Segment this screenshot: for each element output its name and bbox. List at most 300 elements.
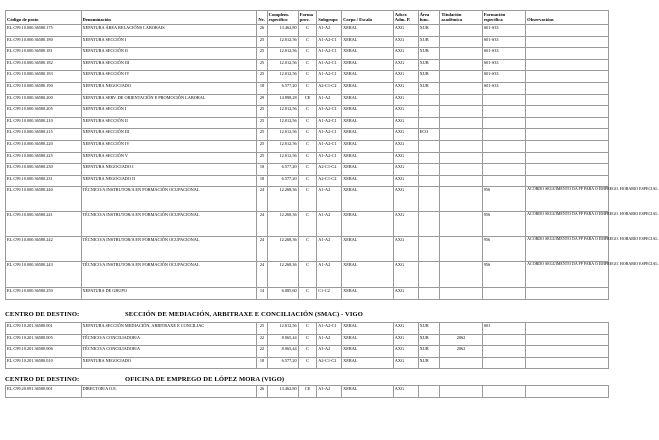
cell-training [482, 357, 525, 369]
cell-name: XEFATURA NEGOCIADO II [81, 175, 257, 187]
cell-name: XEFATURA SECCIÓN I [81, 106, 257, 118]
cell-code: EL.C99.10.000.36580.210 [6, 117, 82, 129]
cell-complement: 14.898,28 [267, 94, 298, 106]
cell-complement: 12.012,56 [267, 36, 298, 48]
cell-observations [526, 117, 609, 129]
cell-complement: 13.462,80 [267, 25, 298, 37]
cell-corps: XERAL [342, 129, 394, 141]
cell-observations [526, 36, 609, 48]
cell-area [418, 237, 440, 262]
cell-training: S01-S33 [482, 25, 525, 37]
cell-corps: XERAL [342, 152, 394, 164]
cell-degree: 2062 [440, 346, 482, 358]
table-row [6, 237, 609, 262]
cell-subgroup: A2-C1-C2 [317, 175, 342, 187]
table-row [6, 48, 609, 60]
cell-level: 22 [257, 334, 267, 346]
cell-complement: 8.065,44 [267, 346, 298, 358]
cell-level: 24 [257, 187, 267, 212]
cell-name: XEFATURA SECCIÓN II [81, 117, 257, 129]
cell-subgroup: A1-A2-C1 [317, 106, 342, 118]
cell-form: CE [298, 386, 317, 398]
cell-form: C [298, 71, 317, 83]
cell-subgroup: A1-A2-C1 [317, 323, 342, 335]
cell-code: EL.C99.10.000.36580.220 [6, 140, 82, 152]
cell-corps: XERAL [342, 346, 394, 358]
cell-degree [440, 288, 482, 300]
cell-area: XUR [418, 48, 440, 60]
cell-area: XUR [418, 323, 440, 335]
cell-observations [526, 334, 609, 346]
cell-area: XUR [418, 71, 440, 83]
table-row [6, 152, 609, 164]
cell-code: EL.C99.10.000.36580.183 [6, 71, 82, 83]
cell-adscr: AXG [393, 106, 418, 118]
cell-subgroup: A1-A2-C1 [317, 36, 342, 48]
cell-level: 25 [257, 36, 267, 48]
cell-level: 18 [257, 164, 267, 176]
cell-form: C [298, 36, 317, 48]
cell-corps: XERAL [342, 106, 394, 118]
cell-observations: ACORDO SEGUIMENTO DA FP PARA O EMPREGO. HORARIO ESPECIAL. [526, 212, 609, 237]
cell-training: 956 [482, 262, 525, 288]
cell-adscr: AXG [393, 237, 418, 262]
cell-training: 956 [482, 212, 525, 237]
cell-complement: 12.268,36 [267, 237, 298, 262]
cell-level: 26 [257, 25, 267, 37]
cell-adscr: AXG [393, 357, 418, 369]
cell-degree [440, 164, 482, 176]
table-row [6, 346, 609, 358]
cell-area [418, 140, 440, 152]
cell-form: C [298, 48, 317, 60]
cell-level: 29 [257, 94, 267, 106]
cell-adscr: AXG [393, 334, 418, 346]
table-row [6, 117, 609, 129]
cell-form: C [298, 175, 317, 187]
cell-complement: 12.012,56 [267, 59, 298, 71]
cell-adscr: AXG [393, 140, 418, 152]
cell-training: S01-S33 [482, 71, 525, 83]
table-row [6, 175, 609, 187]
cell-complement: 6.085,60 [267, 288, 298, 300]
cell-training [482, 140, 525, 152]
cell-complement: 12.012,56 [267, 140, 298, 152]
cell-name: XEFATURA NEGOCIADO [81, 82, 257, 94]
cell-level: 25 [257, 117, 267, 129]
cell-form: C [298, 262, 317, 288]
cell-level: 25 [257, 152, 267, 164]
cell-area [418, 152, 440, 164]
cell-complement: 12.012,56 [267, 323, 298, 335]
cell-training [482, 334, 525, 346]
cell-observations [526, 48, 609, 60]
cell-training [482, 106, 525, 118]
center-heading-office [5, 376, 284, 383]
table-body [6, 323, 609, 369]
cell-level: 24 [257, 237, 267, 262]
cell-corps: XERAL [342, 164, 394, 176]
cell-name: XEFATURA SECCIÓN III [81, 129, 257, 141]
cell-area [418, 164, 440, 176]
cell-complement: 12.268,36 [267, 212, 298, 237]
cell-code: EL.C99.10.000.36580.241 [6, 212, 82, 237]
cell-form: C [298, 25, 317, 37]
cell-adscr: AXG [393, 129, 418, 141]
cell-area [418, 288, 440, 300]
cell-subgroup: A1-A2-C1 [317, 48, 342, 60]
table-row [6, 25, 609, 37]
cell-corps: XERAL [342, 59, 394, 71]
cell-level: 24 [257, 212, 267, 237]
cell-training [482, 94, 525, 106]
cell-name: XEFATURA SECCIÓN III [81, 59, 257, 71]
cell-area: ECO [418, 129, 440, 141]
table-row [6, 71, 609, 83]
cell-adscr: AXG [393, 71, 418, 83]
cell-code: EL.C99.10.000.36580.200 [6, 94, 82, 106]
cell-adscr: AXG [393, 48, 418, 60]
cell-degree [440, 71, 482, 83]
cell-complement: 8.065,44 [267, 334, 298, 346]
cell-name: TÉCNICO/A INSTRUTOR/A EN FORMACIÓN OCUPACIONAL [81, 212, 257, 237]
cell-observations [526, 323, 609, 335]
table-row [6, 386, 609, 398]
cell-degree [440, 212, 482, 237]
cell-form: C [298, 140, 317, 152]
cell-area [418, 94, 440, 106]
cell-area: XUR [418, 334, 440, 346]
cell-degree [440, 25, 482, 37]
cell-training [482, 117, 525, 129]
cell-form: C [298, 164, 317, 176]
cell-observations [526, 152, 609, 164]
cell-training [482, 288, 525, 300]
cell-subgroup: A1-A2 [317, 212, 342, 237]
cell-code: EL.C99.10.000.36580.230 [6, 164, 82, 176]
cell-corps: XERAL [342, 175, 394, 187]
table-row [6, 323, 609, 335]
cell-subgroup: A1-A2 [317, 94, 342, 106]
cell-form: C [298, 237, 317, 262]
cell-degree [440, 140, 482, 152]
cell-degree [440, 237, 482, 262]
cell-training: S01-S33 [482, 59, 525, 71]
cell-adscr: AXG [393, 175, 418, 187]
cell-level: 25 [257, 59, 267, 71]
cell-form: C [298, 288, 317, 300]
table-row [6, 212, 609, 237]
header-observations: Observacións [526, 11, 609, 25]
cell-name: XEFATURA SERV. DE ORIENTACIÓN E PROMOCIÓN LABORAL [81, 94, 257, 106]
cell-degree [440, 48, 482, 60]
cell-area [418, 386, 440, 398]
cell-name: TÉCNICO/A INSTRUTOR/A EN FORMACIÓN OCUPACIONAL [81, 187, 257, 212]
cell-observations: ACORDO SEGUIMENTO DA FP PARA O EMPREGO. HORARIO ESPECIAL. [526, 237, 609, 262]
cell-code: EL.C99.10.000.36580.205 [6, 106, 82, 118]
cell-form: C [298, 187, 317, 212]
cell-corps: XERAL [342, 288, 394, 300]
cell-form: C [298, 323, 317, 335]
cell-subgroup: A1-A2 [317, 237, 342, 262]
cell-complement: 12.012,56 [267, 152, 298, 164]
cell-complement: 12.012,56 [267, 48, 298, 60]
cell-code: EL.C99.10.000.36580.250 [6, 288, 82, 300]
cell-subgroup: A1-A2 [317, 334, 342, 346]
cell-level: 18 [257, 357, 267, 369]
cell-adscr: AXG [393, 262, 418, 288]
cell-form: C [298, 82, 317, 94]
table-header-row [6, 11, 609, 25]
cell-level: 22 [257, 346, 267, 358]
cell-name: XEFATURA SECCIÓN IV [81, 71, 257, 83]
cell-degree [440, 82, 482, 94]
header-training: Formación específica [482, 11, 525, 25]
cell-form: C [298, 129, 317, 141]
cell-corps: XERAL [342, 117, 394, 129]
cell-degree [440, 262, 482, 288]
table-body [6, 25, 659, 300]
cell-corps: XERAL [342, 262, 394, 288]
cell-training: 956 [482, 187, 525, 212]
cell-area: XUR [418, 82, 440, 94]
cell-form: C [298, 212, 317, 237]
cell-complement: 6.577,20 [267, 164, 298, 176]
cell-complement: 12.012,56 [267, 129, 298, 141]
cell-area [418, 117, 440, 129]
cell-training: S01-S33 [482, 36, 525, 48]
cell-level: 18 [257, 175, 267, 187]
cell-complement: 12.268,36 [267, 262, 298, 288]
cell-complement: 12.268,36 [267, 187, 298, 212]
cell-observations [526, 71, 609, 83]
cell-form: C [298, 59, 317, 71]
cell-observations [526, 357, 609, 369]
cell-adscr: AXG [393, 94, 418, 106]
cell-code: EL.C99.10.000.36580.181 [6, 48, 82, 60]
header-corps: Corpo / Escala [342, 11, 394, 25]
cell-corps: XERAL [342, 323, 394, 335]
cell-subgroup: A2-C1-C2 [317, 357, 342, 369]
cell-degree [440, 59, 482, 71]
center-name: OFICINA DE EMPREGO DE LÓPEZ MORA (VIGO) [125, 376, 285, 383]
cell-subgroup: A1-A2-C1 [317, 117, 342, 129]
cell-name: XEFATURA SECCIÓN MEDIACIÓN, ARBITRAXE E CONCILIAC [81, 323, 257, 335]
cell-complement: 12.012,56 [267, 106, 298, 118]
cell-complement: 6.577,20 [267, 82, 298, 94]
cell-observations: ACORDO SEGUIMENTO DA FP PARA O EMPREGO. HORARIO ESPECIAL. [526, 262, 609, 288]
positions-table-smac [5, 322, 609, 369]
cell-degree [440, 94, 482, 106]
cell-adscr: AXG [393, 288, 418, 300]
table-row [6, 59, 609, 71]
cell-level: 25 [257, 129, 267, 141]
cell-name: XEFATURA SECCIÓN II [81, 48, 257, 60]
cell-observations [526, 175, 609, 187]
cell-subgroup: A1-A2 [317, 386, 342, 398]
cell-code: EL.C99.10.201.36580.006 [6, 346, 82, 358]
cell-subgroup: C1-C2 [317, 288, 342, 300]
cell-adscr: AXG [393, 187, 418, 212]
header-degree: Titulación académica [440, 11, 482, 25]
cell-code: EL.C99.10.201.36580.010 [6, 357, 82, 369]
center-label: CENTRO DE DESTINO: [5, 376, 80, 383]
cell-code: EL.C99.10.000.36580.243 [6, 262, 82, 288]
cell-adscr: AXG [393, 386, 418, 398]
cell-adscr: AXG [393, 25, 418, 37]
cell-corps: XERAL [342, 334, 394, 346]
cell-corps: XERAL [342, 36, 394, 48]
table-row [6, 94, 609, 106]
cell-corps: XERAL [342, 71, 394, 83]
table-row [6, 82, 609, 94]
positions-table-office [5, 385, 609, 398]
center-name: SECCIÓN DE MEDIACIÓN, ARBITRAXE E CONCILIACIÓN (SMAC) - VIGO [125, 311, 363, 318]
cell-level: 25 [257, 140, 267, 152]
cell-area [418, 175, 440, 187]
cell-subgroup: A1-A2 [317, 346, 342, 358]
cell-observations [526, 25, 609, 37]
table-row [6, 140, 609, 152]
table-row [6, 129, 609, 141]
cell-degree [440, 106, 482, 118]
cell-code: EL.C99.10.000.36580.182 [6, 59, 82, 71]
cell-observations [526, 164, 609, 176]
cell-adscr: AXG [393, 212, 418, 237]
cell-code: EL.C99.20.091.36580.001 [6, 386, 82, 398]
positions-table-main [5, 10, 659, 300]
cell-complement: 13.462,80 [267, 386, 298, 398]
cell-code: EL.C99.10.201.36580.005 [6, 334, 82, 346]
cell-form: C [298, 117, 317, 129]
cell-subgroup: A1-A2 [317, 187, 342, 212]
cell-corps: XERAL [342, 237, 394, 262]
cell-name: TÉCNICO/A CONCILIADOR/A [81, 346, 257, 358]
cell-code: EL.C99.10.201.36580.001 [6, 323, 82, 335]
cell-area [418, 212, 440, 237]
cell-degree [440, 187, 482, 212]
cell-name: TÉCNICO/A INSTRUTOR/A EN FORMACIÓN OCUPACIONAL [81, 262, 257, 288]
cell-level: 25 [257, 48, 267, 60]
cell-degree [440, 36, 482, 48]
cell-adscr: AXG [393, 346, 418, 358]
cell-training: S01-S33 [482, 48, 525, 60]
header-complement: Complem. específico [267, 11, 298, 25]
cell-form: CE [298, 94, 317, 106]
cell-subgroup: A1-A2-C1 [317, 129, 342, 141]
cell-corps: XERAL [342, 140, 394, 152]
cell-code: EL.C99.10.000.36580.242 [6, 237, 82, 262]
cell-training [482, 129, 525, 141]
cell-adscr: AXG [393, 82, 418, 94]
cell-code: EL.C99.10.000.36580.175 [6, 25, 82, 37]
cell-name: XEFATURA SECCIÓN I [81, 36, 257, 48]
cell-training: S01 [482, 323, 525, 335]
cell-name: DIRECTOR/A O.E. [81, 386, 257, 398]
cell-corps: XERAL [342, 386, 394, 398]
cell-level: 25 [257, 71, 267, 83]
cell-observations [526, 346, 609, 358]
table-row [6, 187, 609, 212]
cell-degree: 2062 [440, 334, 482, 346]
cell-level: 25 [257, 323, 267, 335]
cell-subgroup: A1-A2-C1 [317, 152, 342, 164]
cell-observations [526, 129, 609, 141]
table-body [6, 386, 609, 398]
cell-code: EL.C99.10.000.36580.180 [6, 36, 82, 48]
header-adscr: Adscr. Adm. P. [393, 11, 418, 25]
center-heading-smac [5, 311, 363, 318]
cell-observations [526, 82, 609, 94]
cell-degree [440, 117, 482, 129]
cell-adscr: AXG [393, 36, 418, 48]
cell-name: XEFATURA NEGOCIADO I [81, 164, 257, 176]
cell-level: 24 [257, 262, 267, 288]
cell-name: XEFATURA NEGOCIADO [81, 357, 257, 369]
header-name: Denominación [81, 11, 257, 25]
cell-form: C [298, 346, 317, 358]
table-row [6, 164, 609, 176]
cell-area [418, 106, 440, 118]
cell-area: XUR [418, 36, 440, 48]
table-row [6, 288, 609, 300]
cell-level: 14 [257, 288, 267, 300]
cell-level: 26 [257, 386, 267, 398]
cell-corps: XERAL [342, 25, 394, 37]
cell-name: XEFATURA DE GRUPO [81, 288, 257, 300]
cell-degree [440, 357, 482, 369]
cell-adscr: AXG [393, 59, 418, 71]
cell-form: C [298, 357, 317, 369]
cell-training [482, 175, 525, 187]
cell-complement: 6.577,20 [267, 357, 298, 369]
cell-corps: XERAL [342, 48, 394, 60]
cell-degree [440, 129, 482, 141]
table-row [6, 357, 609, 369]
header-subgroup: Subgrupo [317, 11, 342, 25]
table-row [6, 106, 609, 118]
cell-degree [440, 323, 482, 335]
cell-area: XUR [418, 25, 440, 37]
cell-subgroup: A1-A2-C1 [317, 140, 342, 152]
cell-observations [526, 288, 609, 300]
cell-training [482, 152, 525, 164]
table-row [6, 262, 609, 288]
cell-code: EL.C99.10.000.36580.190 [6, 82, 82, 94]
cell-degree [440, 175, 482, 187]
cell-subgroup: A2-C1-C2 [317, 164, 342, 176]
cell-observations: ACORDO SEGUIMENTO DA FP PARA O EMPREGO. HORARIO ESPECIAL. [526, 187, 609, 212]
cell-adscr: AXG [393, 164, 418, 176]
cell-training: S01-S33 [482, 82, 525, 94]
cell-subgroup: A1-A2-C1 [317, 59, 342, 71]
cell-observations [526, 94, 609, 106]
cell-training: 956 [482, 237, 525, 262]
cell-name: XEFATURA ÁREA RELACIÓNS LABORAIS [81, 25, 257, 37]
header-level: Nv. [257, 11, 267, 25]
cell-training [482, 346, 525, 358]
cell-name: XEFATURA SECCIÓN V [81, 152, 257, 164]
cell-corps: XERAL [342, 187, 394, 212]
cell-code: EL.C99.10.000.36580.240 [6, 187, 82, 212]
cell-subgroup: A2-C1-C2 [317, 82, 342, 94]
cell-form: C [298, 106, 317, 118]
cell-level: 18 [257, 82, 267, 94]
table-row [6, 36, 609, 48]
header-code: Código de posto [6, 11, 82, 25]
cell-form: C [298, 334, 317, 346]
cell-name: XEFATURA SECCIÓN IV [81, 140, 257, 152]
